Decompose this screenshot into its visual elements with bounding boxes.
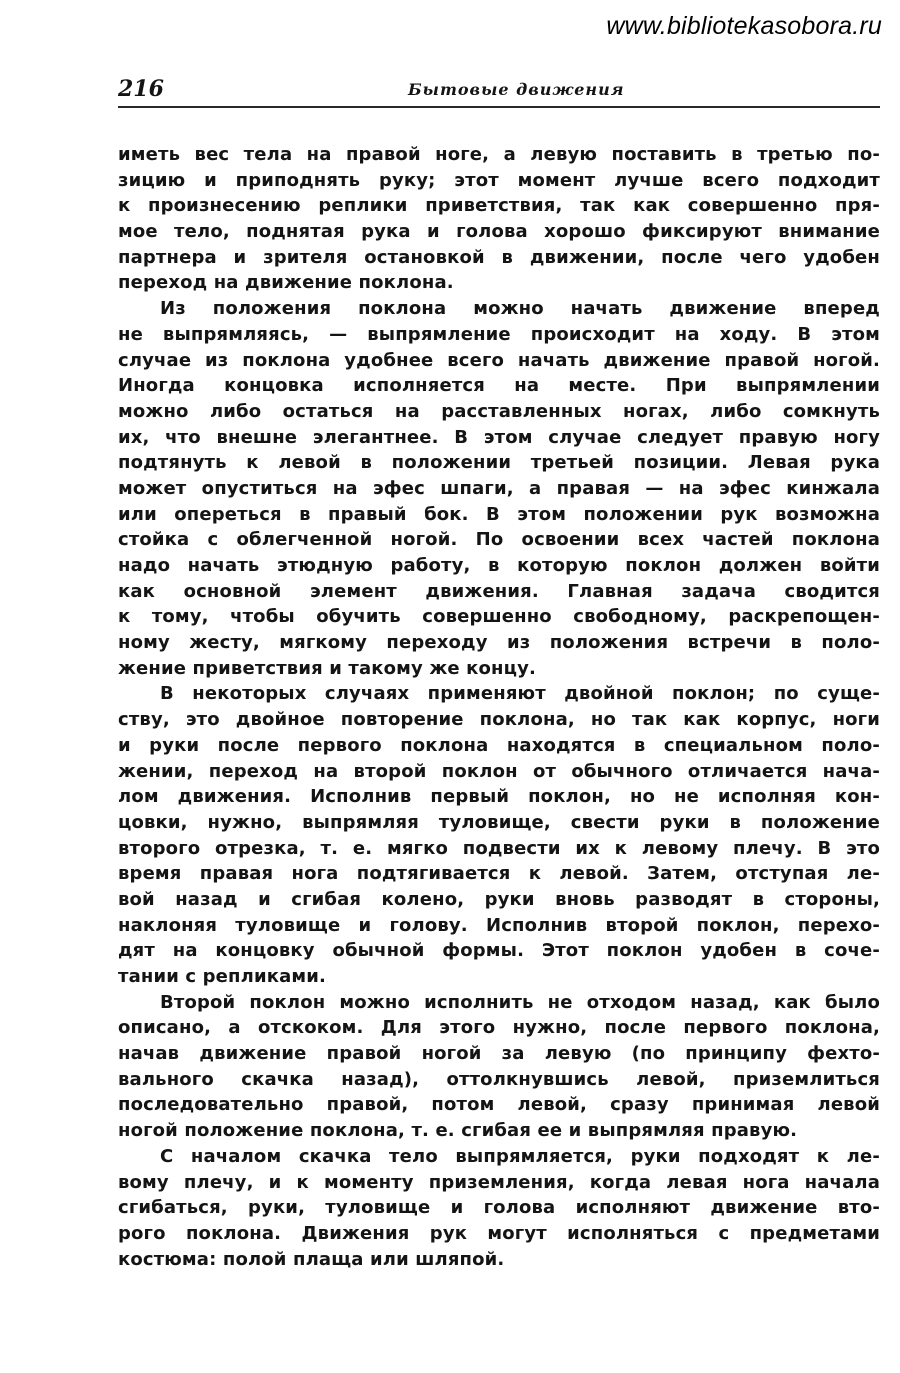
text-line: описано, а отскоком. Для этого нужно, после первого поклона, (118, 1017, 880, 1039)
paragraph (118, 1144, 880, 1272)
text-line: стойка с облегченной ногой. По освоении всех частей поклона (118, 529, 880, 551)
running-title: Бытовые движения (408, 80, 625, 99)
text-line: можно либо остаться на расставленных ногах, либо сомкнуть (118, 400, 880, 422)
text-line: надо начать этюдную работу, в которую поклон должен войти (118, 555, 880, 576)
body-text (118, 142, 880, 1272)
paragraph (118, 142, 880, 296)
text-line: переход на движение поклона. (118, 272, 454, 294)
text-line: ногой положение поклона, т. е. сгибая ее и выпрямляя правую. (118, 1120, 798, 1142)
text-line: как основной элемент движения. Главная задача сводится (118, 580, 880, 602)
text-line: рого поклона. Движения рук могут исполняться с предметами (118, 1222, 880, 1244)
text-line: цовки, нужно, выпрямляя туловище, свести руки в положение (118, 811, 880, 833)
text-line: Второй поклон можно исполнить не отходом назад, как было (160, 991, 880, 1013)
text-line: сгибаться, руки, туловище и голова исполняют движение вто- (118, 1197, 880, 1219)
text-line: к произнесению реплики приветствия, так как совершенно пря- (118, 195, 880, 217)
text-line: партнера и зрителя остановкой в движении, после чего удобен (118, 246, 880, 268)
text-line: В некоторых случаях применяют двойной поклон; по суще- (160, 683, 880, 705)
text-line: Из положения поклона можно начать движение вперед (160, 298, 880, 320)
text-line: или опереться в правый бок. В этом положении рук возможна (118, 503, 880, 525)
text-line: Иногда концовка исполняется на месте. При выпрямлении (118, 375, 880, 397)
page-number: 216 (118, 76, 164, 102)
text-line: иметь вес тела на правой ноге, а левую поставить в третью по- (118, 144, 880, 165)
text-line: время правая нога подтягивается к левой. Затем, отступая ле- (118, 863, 880, 885)
text-line: к тому, чтобы обучить совершенно свободному, раскрепощен- (118, 606, 880, 628)
text-line: тании с репликами. (118, 966, 326, 987)
text-line: и руки после первого поклона находятся в специальном поло- (118, 734, 880, 756)
text-line: вой назад и сгибая колено, руки вновь разводят в стороны, (118, 888, 880, 910)
paragraph (118, 990, 880, 1144)
text-line: вального скачка назад), оттолкнувшись левой, приземлиться (118, 1068, 880, 1090)
text-line: жение приветствия и такому же концу. (118, 657, 537, 679)
text-line: мое тело, поднятая рука и голова хорошо фиксируют внимание (118, 221, 880, 243)
text-line: ному жесту, мягкому переходу из положения встречи в поло- (118, 632, 880, 654)
text-line: их, что внешне элегантнее. В этом случае следует правую ногу (118, 426, 880, 448)
text-line: лом движения. Исполнив первый поклон, но не исполняя кон- (118, 786, 880, 808)
text-line: вому плечу, и к моменту приземления, когда левая нога начала (118, 1171, 880, 1193)
text-line: костюма: полой плаща или шляпой. (118, 1248, 505, 1270)
text-line: подтянуть к левой в положении третьей позиции. Левая рука (118, 452, 880, 474)
paragraph (118, 296, 880, 681)
text-line: случае из поклона удобнее всего начать движение правой ногой. (118, 349, 880, 371)
text-line: наклоняя туловище и голову. Исполнив второй поклон, перехо- (118, 914, 880, 936)
text-line: ству, это двойное повторение поклона, но так как корпус, ноги (118, 709, 880, 731)
paragraph (118, 681, 880, 989)
text-line: жении, переход на второй поклон от обычного отличается нача- (118, 760, 880, 782)
text-line: дят на концовку обычной формы. Этот поклон удобен в соче- (118, 940, 880, 962)
text-line: второго отрезка, т. е. мягко подвести их к левому плечу. В это (118, 837, 880, 859)
text-line: С началом скачка тело выпрямляется, руки подходят к ле- (160, 1145, 880, 1167)
running-head (118, 76, 880, 108)
text-line: не выпрямляясь, — выпрямление происходит на ходу. В этом (118, 323, 880, 345)
text-line: последовательно правой, потом левой, сразу принимая левой (118, 1094, 880, 1116)
text-line: может опуститься на эфес шпаги, а правая — на эфес кинжала (118, 477, 880, 499)
text-line: начав движение правой ногой за левую (по принципу фехто- (118, 1043, 880, 1065)
text-line: зицию и приподнять руку; этот момент лучше всего подходит (118, 169, 880, 191)
watermark-url: www.bibliotekasobora.ru (606, 12, 882, 40)
